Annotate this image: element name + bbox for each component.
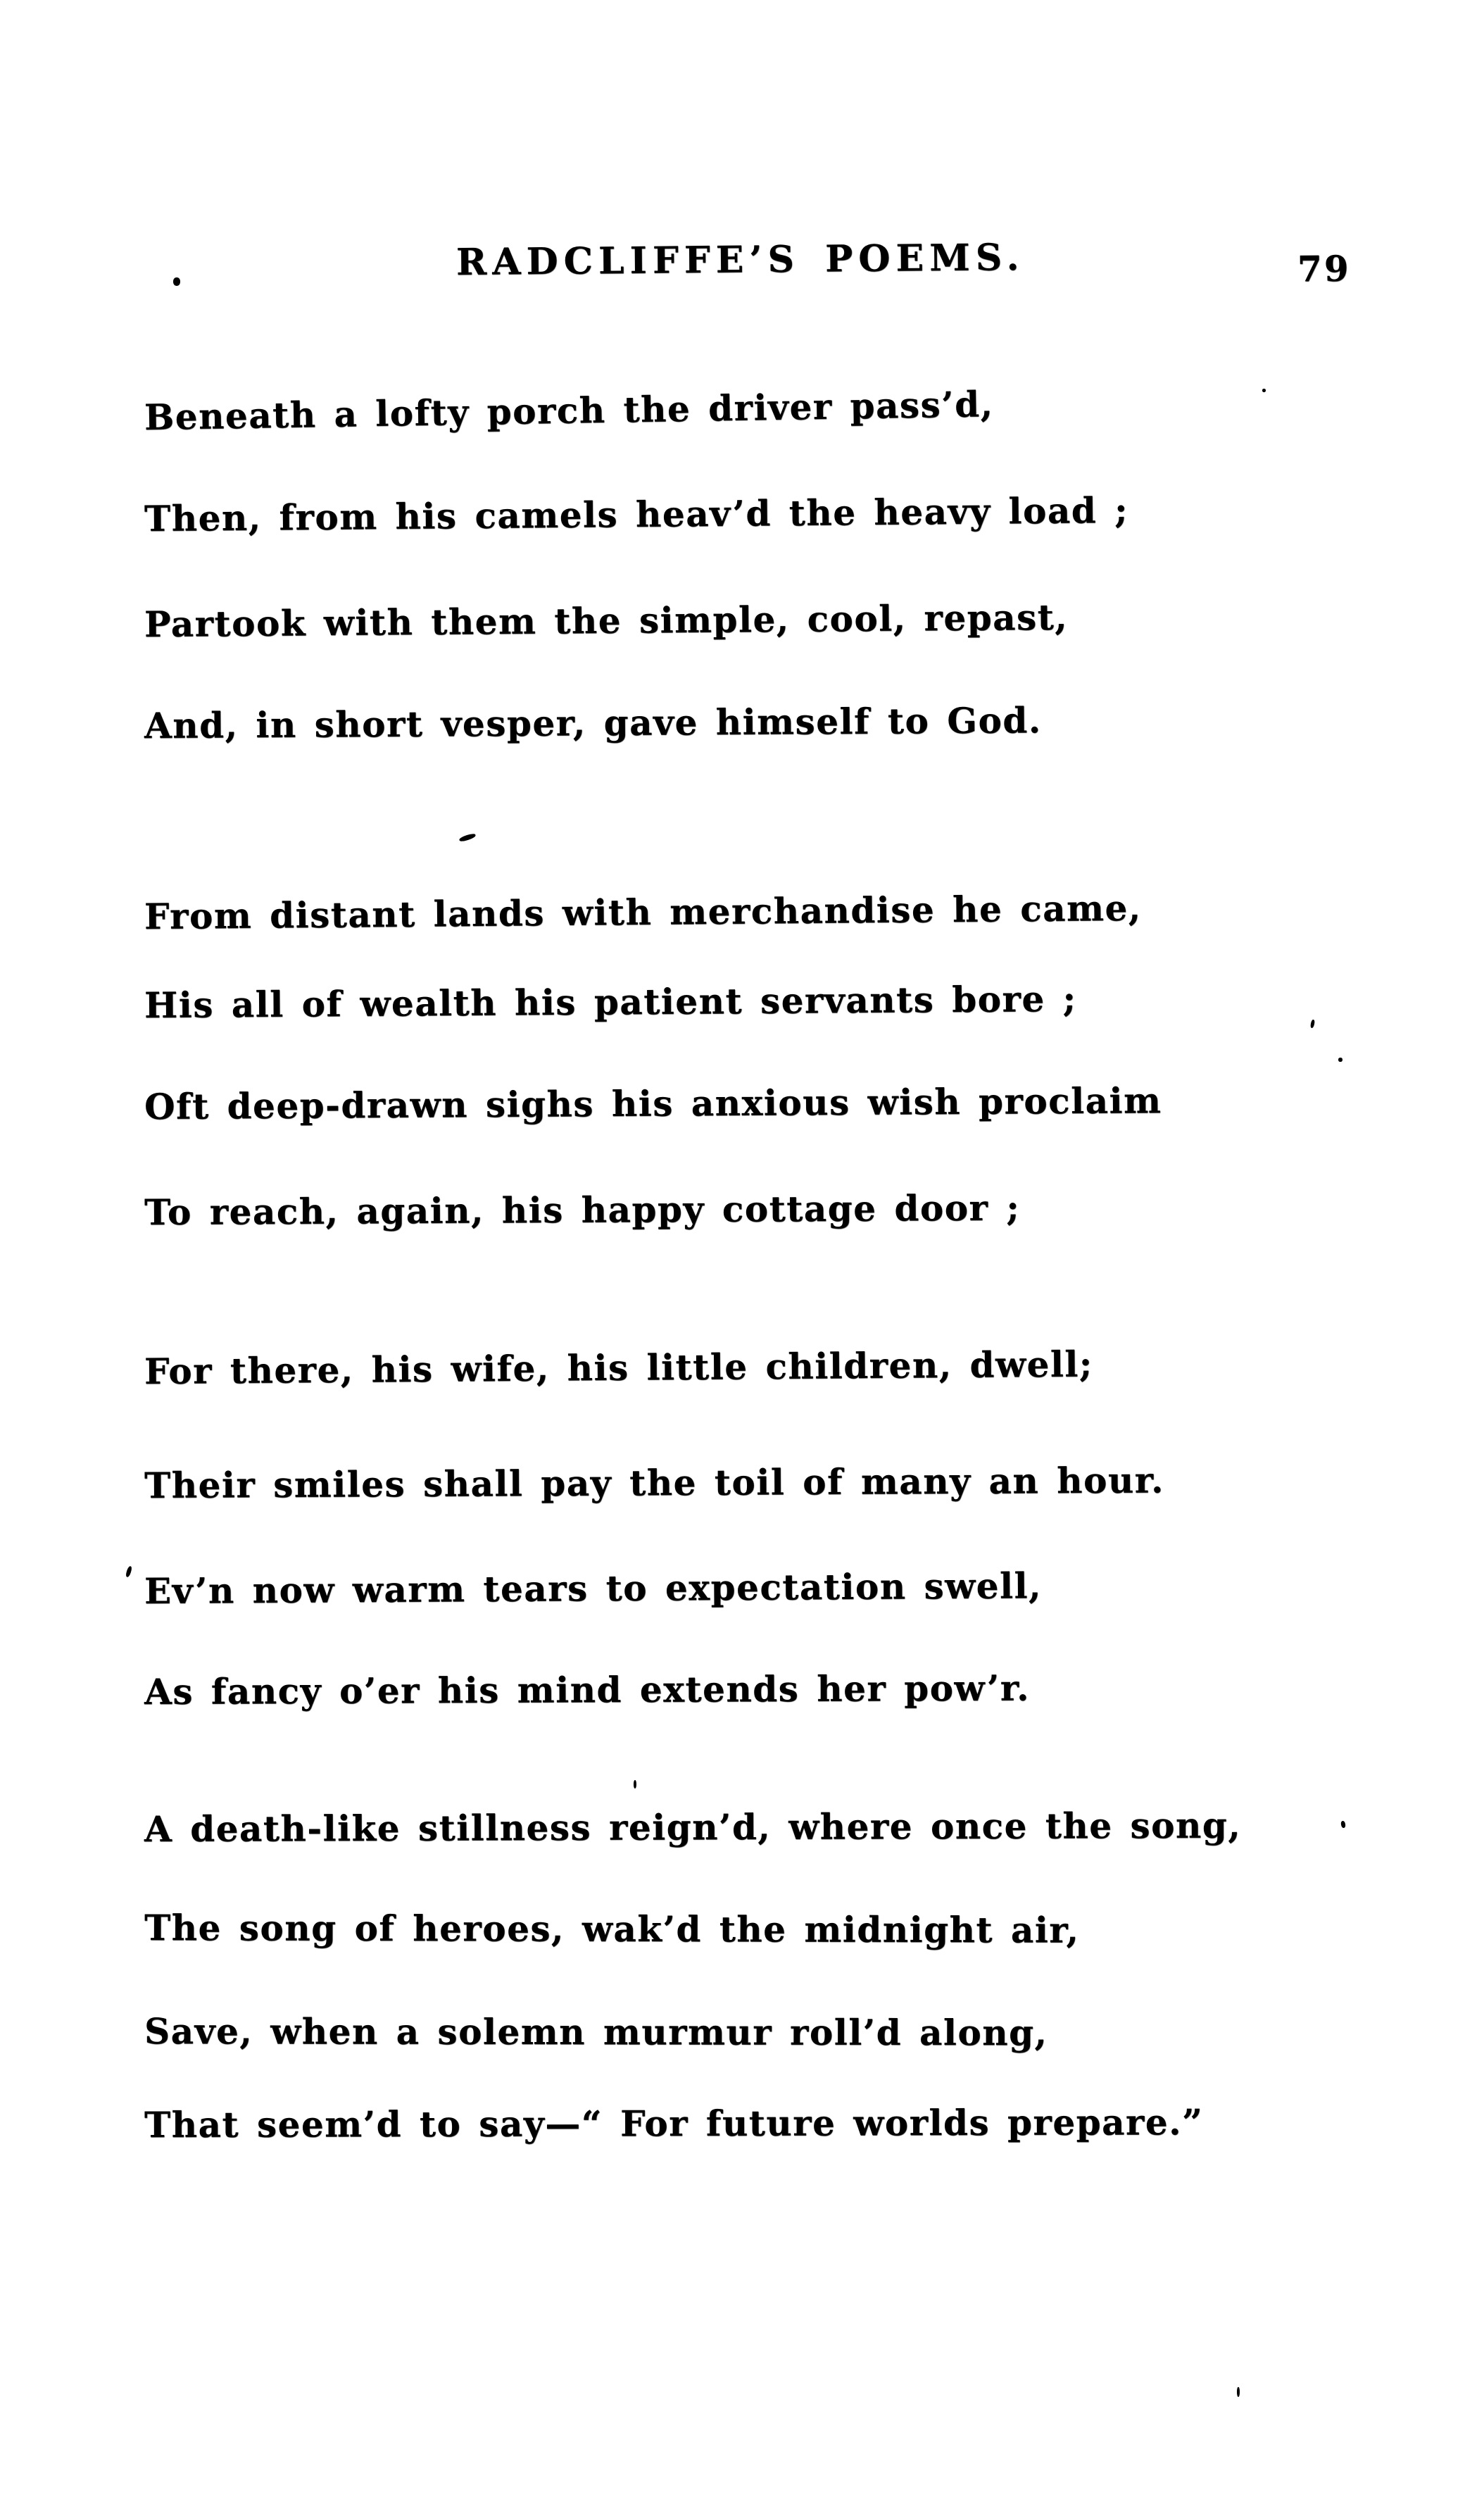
poem-line: His all of wealth his patient servants bore ; [144, 977, 1077, 1026]
ink-speck [459, 832, 477, 842]
ink-speck [1262, 389, 1266, 392]
poem-line: The song of heroes, wak’d the midnight air, [144, 1907, 1080, 1951]
page-number: 79 [1297, 247, 1351, 290]
poem-line: Beneath a lofty porch the driver pass’d, [144, 383, 994, 438]
poem-line: Save, when a solemn murmur roll’d along, [144, 2010, 1048, 2054]
ink-speck [173, 277, 180, 286]
poem-line: That seem’d to say—“ For future worlds prepare.” [144, 2101, 1204, 2146]
ink-speck [634, 1780, 636, 1789]
poem-line: For there, his wife, his little children, dwell; [144, 1343, 1093, 1392]
poem-line: Oft deep-drawn sighs his anxious wish proclaim [144, 1079, 1162, 1127]
poem-line: Then, from his camels heav’d the heavy load ; [144, 489, 1129, 539]
poem-line: As fancy o’er his mind extends her pow’r. [144, 1667, 1031, 1712]
poem-line: Ev’n now warm tears to expectation swell, [144, 1565, 1043, 1612]
ink-speck [125, 1565, 133, 1577]
ink-speck [1237, 2387, 1240, 2397]
poem-line: Partook with them the simple, cool, repast, [144, 596, 1069, 645]
ink-speck [1340, 1821, 1346, 1829]
poem-line: From distant lands with merchandise he came, [144, 887, 1142, 937]
poem-line: Their smiles shall pay the toil of many an hour. [144, 1459, 1165, 1506]
ink-speck [1310, 1020, 1315, 1029]
poem-line: And, in short vesper, gave himself to God. [144, 699, 1042, 746]
running-header-title: RADCLIFFE’S POEMS. [455, 235, 1025, 284]
poem-line: To reach, again, his happy cottage door ; [144, 1186, 1021, 1233]
ink-speck [1338, 1058, 1342, 1062]
poem-line: A death-like stillness reign’d, where once the song, [144, 1804, 1242, 1850]
